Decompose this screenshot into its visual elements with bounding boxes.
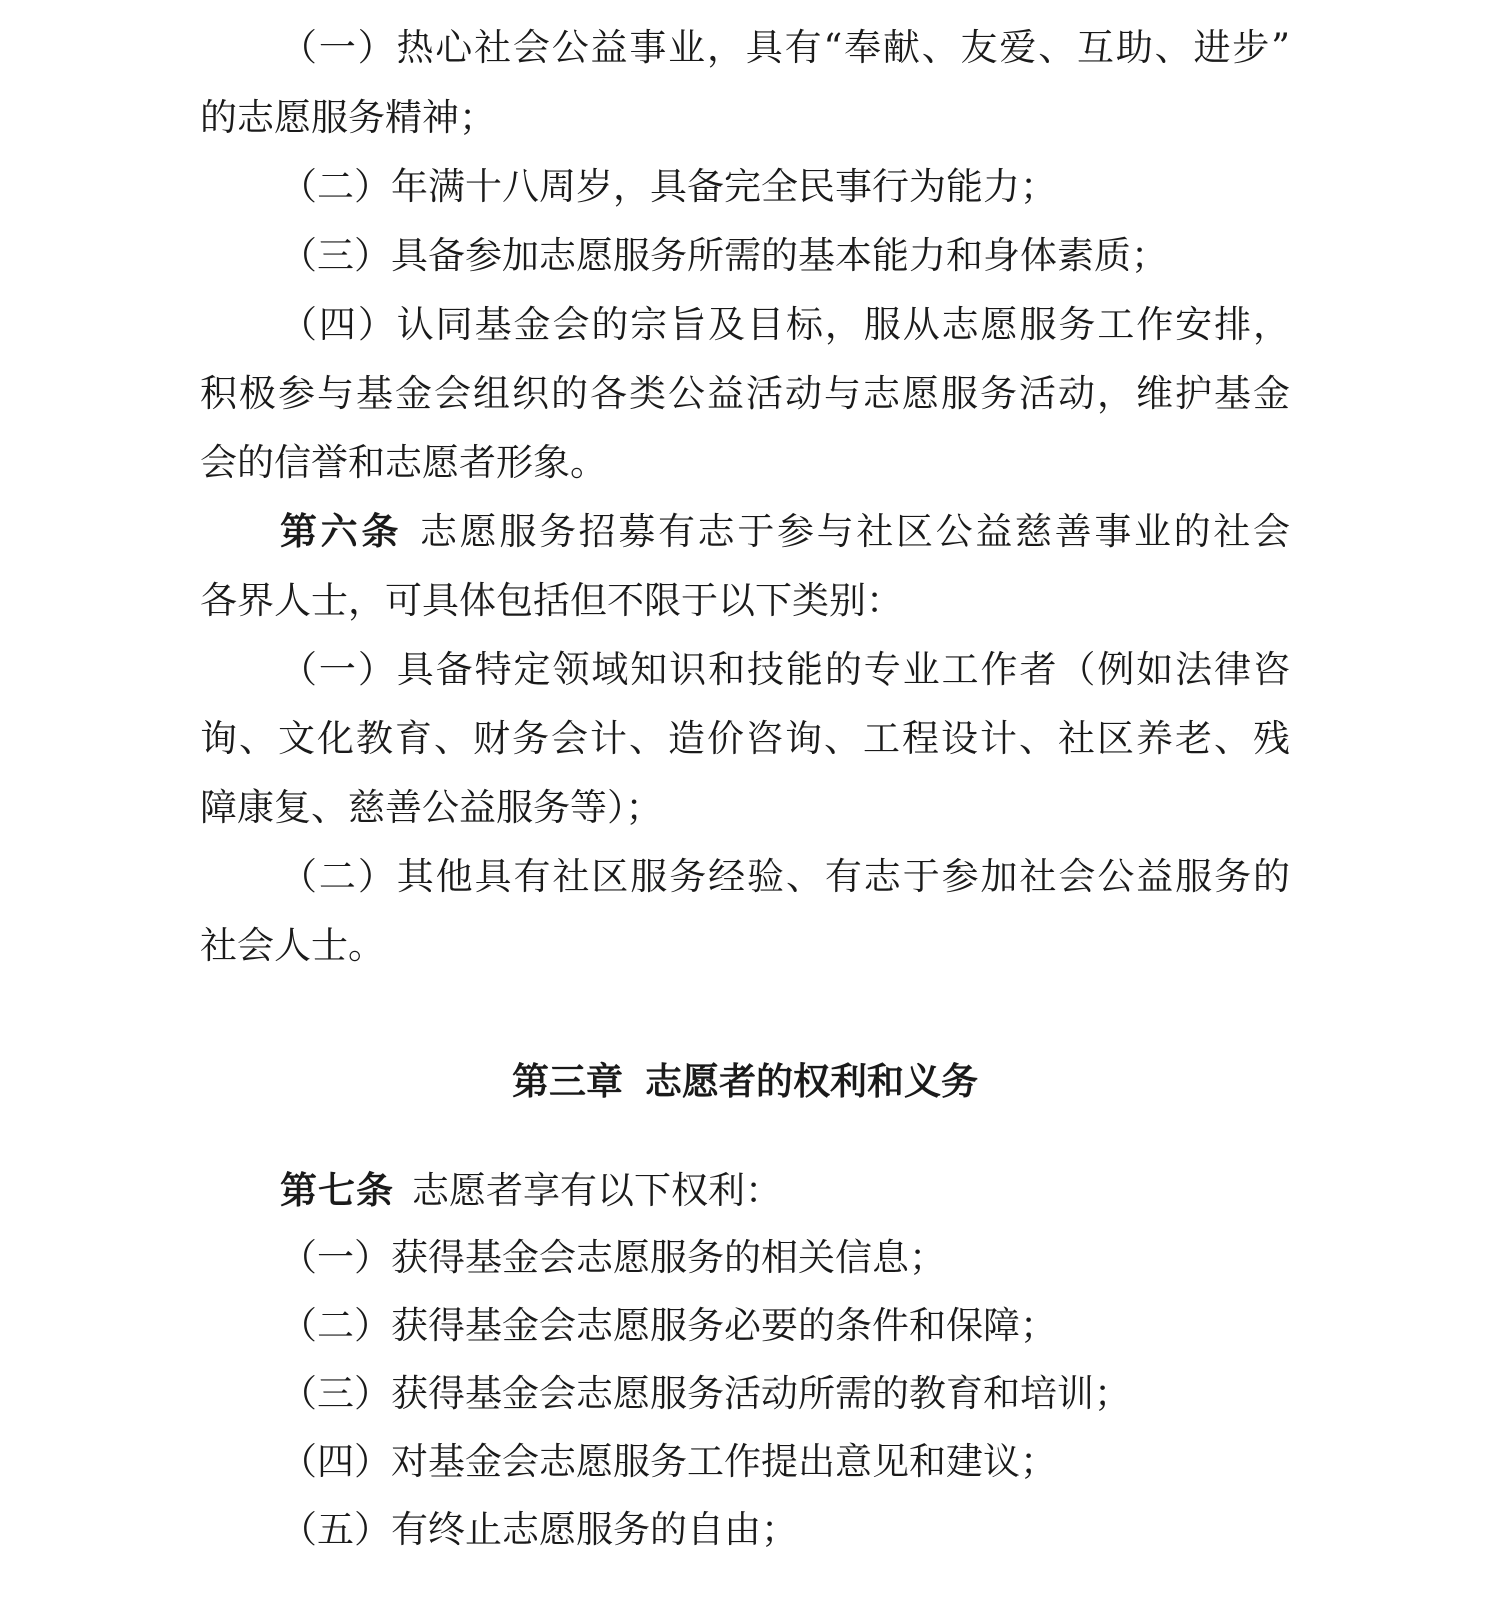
chapter-heading [0,1058,1490,1106]
article-7-line-1 [280,1167,782,1215]
condition-item-1-line-2: 的志愿服务精神； [200,96,496,139]
article-6-label: 第六条 [280,510,402,553]
article-7-text: 志愿者享有以下权利： [412,1169,782,1212]
article-6-line-2: 各界人士，可具体包括但不限于以下类别： [200,579,903,622]
rights-item-5: （五）有终止志愿服务的自由； [280,1508,798,1551]
rights-item-2: （二）获得基金会志愿服务必要的条件和保障； [280,1304,1057,1347]
article-6-item-2-line-1: （二）其他具有社区服务经验、有志于参加社会公益服务的 [280,855,1290,898]
rights-item-4: （四）对基金会志愿服务工作提出意见和建议； [280,1440,1057,1483]
condition-item-1-line-1: （一）热心社会公益事业，具有“奉献、友爱、互助、进步” [280,26,1290,69]
condition-item-4-line-3: 会的信誉和志愿者形象。 [200,441,607,484]
chapter-number: 第三章 [512,1060,623,1103]
rights-item-3: （三）获得基金会志愿服务活动所需的教育和培训； [280,1372,1131,1415]
article-6-line-1 [280,508,1290,556]
article-6-item-2-line-2: 社会人士。 [200,924,385,967]
article-6-item-1-line-3: 障康复、慈善公益服务等）； [200,786,663,829]
article-6-item-1-line-2: 询、文化教育、财务会计、造价咨询、工程设计、社区养老、残 [200,717,1290,760]
condition-item-2: （二）年满十八周岁，具备完全民事行为能力； [280,165,1057,208]
condition-item-4-line-1: （四）认同基金会的宗旨及目标，服从志愿服务工作安排， [280,303,1290,346]
chapter-title: 志愿者的权利和义务 [645,1060,978,1103]
rights-item-1: （一）获得基金会志愿服务的相关信息； [280,1236,946,1279]
article-7-label: 第七条 [280,1169,394,1212]
condition-item-3: （三）具备参加志愿服务所需的基本能力和身体素质； [280,234,1168,277]
article-6-item-1-line-1: （一）具备特定领域知识和技能的专业工作者（例如法律咨 [280,648,1290,691]
article-6-text: 志愿服务招募有志于参与社区公益慈善事业的社会 [420,510,1290,553]
condition-item-4-line-2: 积极参与基金会组织的各类公益活动与志愿服务活动，维护基金 [200,372,1290,415]
